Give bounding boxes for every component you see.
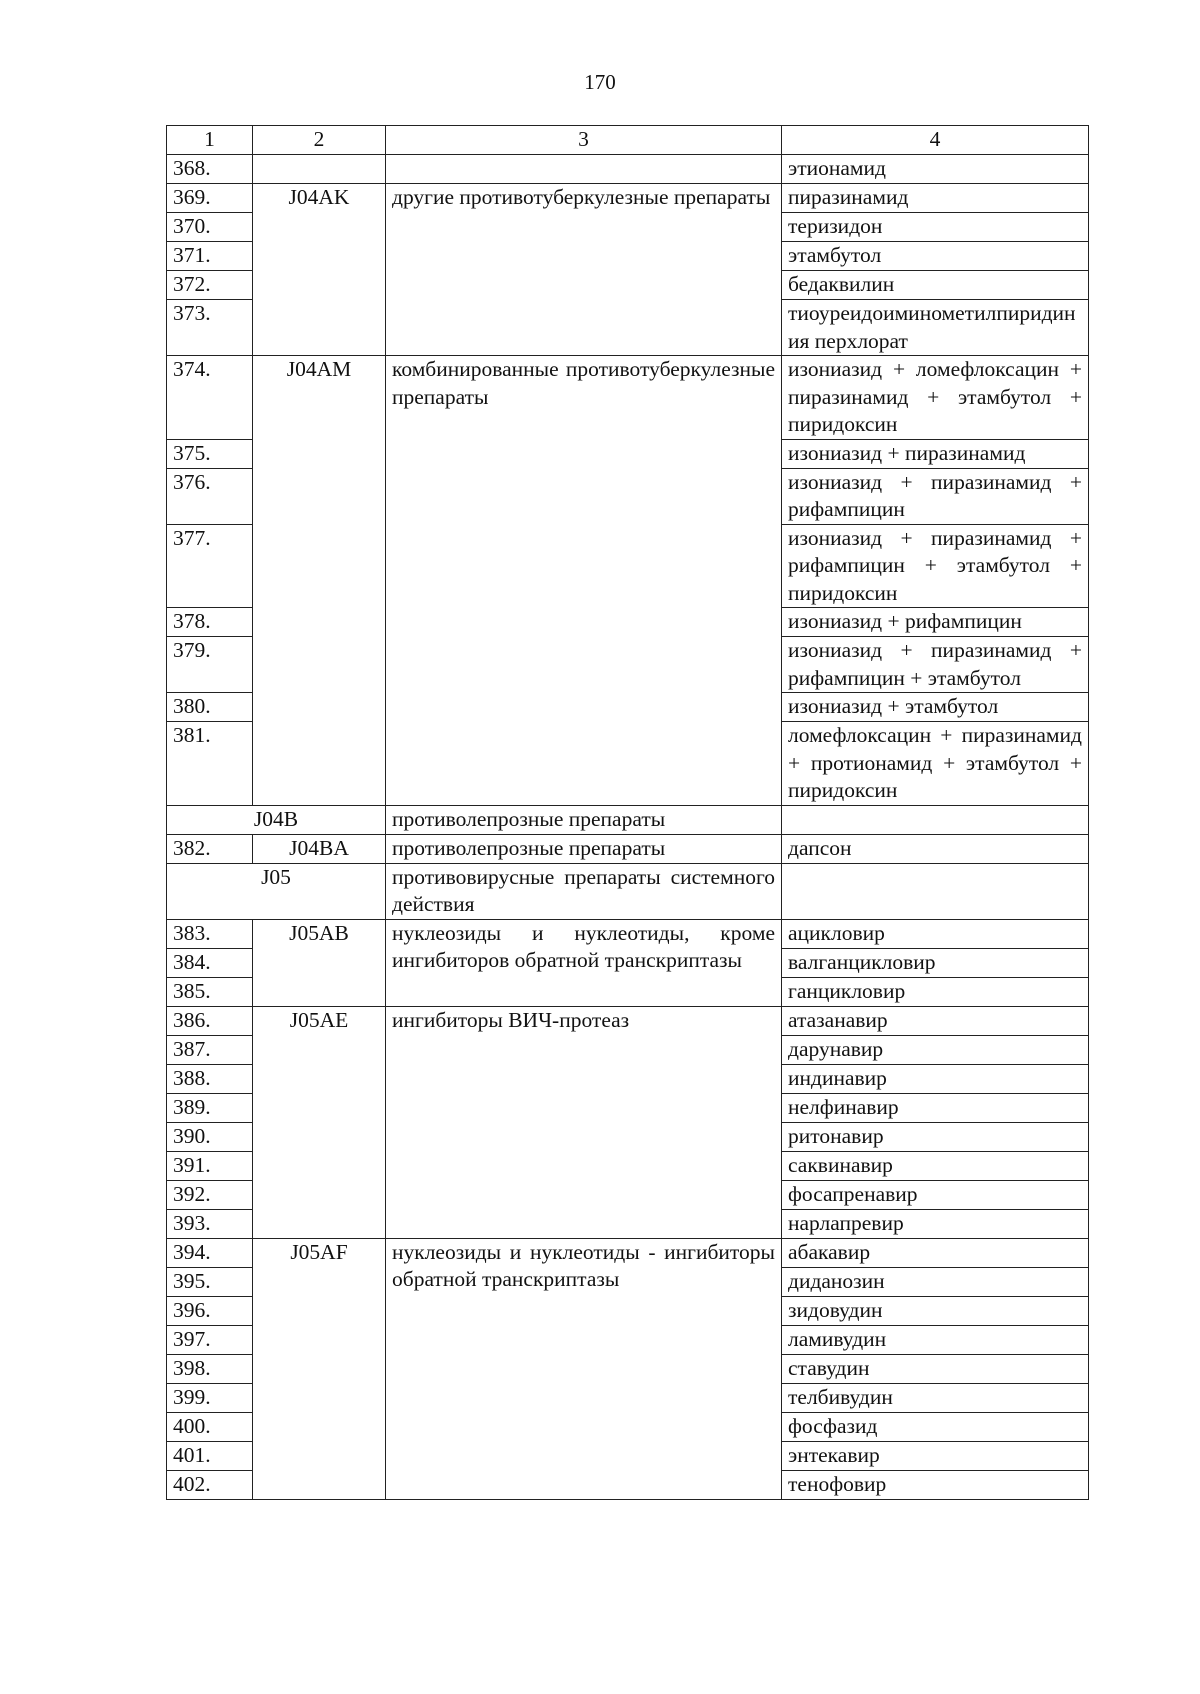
table-row <box>167 1006 1089 1035</box>
table-row <box>167 1238 1089 1267</box>
row-number: 370. <box>167 213 253 242</box>
row-number: 385. <box>167 977 253 1006</box>
atc-code: J05AF <box>253 1238 386 1499</box>
drug-name: дарунавир <box>782 1035 1089 1064</box>
row-number: 371. <box>167 242 253 271</box>
drug-name: саквинавир <box>782 1151 1089 1180</box>
row-number: 374. <box>167 356 253 440</box>
row-number: 379. <box>167 637 253 693</box>
drug-name: бедаквилин <box>782 271 1089 300</box>
row-number: 402. <box>167 1470 253 1499</box>
row-number: 401. <box>167 1441 253 1470</box>
group-header-row <box>167 805 1089 834</box>
atc-code: J04AM <box>253 356 386 806</box>
header-col-4: 4 <box>782 126 1089 155</box>
drug-name-empty <box>782 805 1089 834</box>
row-number: 377. <box>167 524 253 608</box>
atc-code: J05AB <box>253 919 386 1006</box>
row-number: 373. <box>167 300 253 356</box>
page-number: 170 <box>584 70 616 94</box>
table-row <box>167 834 1089 863</box>
atc-code: J04BA <box>253 834 386 863</box>
group-description: противолепрозные препараты <box>386 834 782 863</box>
atc-group-code: J05 <box>167 863 386 919</box>
drug-name: изониазид + пиразинамид + рифампицин + этамбутол <box>782 637 1089 693</box>
drug-name: дапсон <box>782 834 1089 863</box>
header-col-3: 3 <box>386 126 782 155</box>
drug-name: фосапренавир <box>782 1180 1089 1209</box>
drug-name: тиоуреидоиминометилпиридиния перхлорат <box>782 300 1089 356</box>
drug-name: тенофовир <box>782 1470 1089 1499</box>
drug-name: этамбутол <box>782 242 1089 271</box>
drug-name: телбивудин <box>782 1383 1089 1412</box>
drug-name: индинавир <box>782 1064 1089 1093</box>
row-number: 399. <box>167 1383 253 1412</box>
header-row <box>167 126 1089 155</box>
row-number: 376. <box>167 468 253 524</box>
drug-name: фосфазид <box>782 1412 1089 1441</box>
group-description: ингибиторы ВИЧ-протеаз <box>386 1006 782 1238</box>
drug-name: нарлапревир <box>782 1209 1089 1238</box>
drug-name: изониазид + этамбутол <box>782 693 1089 722</box>
table-row <box>167 184 1089 213</box>
drug-name: ацикловир <box>782 919 1089 948</box>
drug-name: ритонавир <box>782 1122 1089 1151</box>
drug-name: изониазид + рифампицин <box>782 608 1089 637</box>
drug-name: изониазид + пиразинамид + рифампицин <box>782 468 1089 524</box>
drug-name: диданозин <box>782 1267 1089 1296</box>
row-number: 368. <box>167 155 253 184</box>
row-number: 378. <box>167 608 253 637</box>
row-number: 383. <box>167 919 253 948</box>
drug-name: нелфинавир <box>782 1093 1089 1122</box>
drug-name: изониазид + пиразинамид <box>782 439 1089 468</box>
row-number: 389. <box>167 1093 253 1122</box>
atc-code: J04AK <box>253 184 386 356</box>
group-description-cell <box>386 155 782 184</box>
row-number: 398. <box>167 1354 253 1383</box>
drug-name: валганцикловир <box>782 948 1089 977</box>
row-number: 372. <box>167 271 253 300</box>
table-row <box>167 919 1089 948</box>
drug-name: пиразинамид <box>782 184 1089 213</box>
drug-classification-table <box>166 125 1089 1500</box>
drug-name-empty <box>782 863 1089 919</box>
drug-name: изониазид + ломефлоксацин + пиразинамид + этамбутол + пиридоксин <box>782 356 1089 440</box>
header-col-1: 1 <box>167 126 253 155</box>
row-number: 384. <box>167 948 253 977</box>
drug-name: ставудин <box>782 1354 1089 1383</box>
group-description: нуклеозиды и нуклеотиды, кроме ингибиторов обратной транскриптазы <box>386 919 782 1006</box>
row-number: 380. <box>167 693 253 722</box>
row-number: 395. <box>167 1267 253 1296</box>
row-number: 400. <box>167 1412 253 1441</box>
row-number: 390. <box>167 1122 253 1151</box>
drug-name: абакавир <box>782 1238 1089 1267</box>
drug-name: энтекавир <box>782 1441 1089 1470</box>
row-number: 375. <box>167 439 253 468</box>
row-number: 393. <box>167 1209 253 1238</box>
drug-name: этионамид <box>782 155 1089 184</box>
row-number: 381. <box>167 722 253 806</box>
drug-name: ломефлоксацин + пиразинамид + протионамид + этамбутол + пиридоксин <box>782 722 1089 806</box>
group-description: противолепрозные препараты <box>386 805 782 834</box>
row-number: 397. <box>167 1325 253 1354</box>
row-number: 394. <box>167 1238 253 1267</box>
header-col-2: 2 <box>253 126 386 155</box>
drug-name: ганцикловир <box>782 977 1089 1006</box>
row-number: 386. <box>167 1006 253 1035</box>
row-number: 369. <box>167 184 253 213</box>
row-number: 388. <box>167 1064 253 1093</box>
group-header-row <box>167 863 1089 919</box>
atc-code: J05AE <box>253 1006 386 1238</box>
group-description: комбинированные противотуберкулезные препараты <box>386 356 782 806</box>
group-description: нуклеозиды и нуклеотиды - ингибиторы обратной транскриптазы <box>386 1238 782 1499</box>
group-description: другие противотуберкулезные препараты <box>386 184 782 356</box>
row-number: 391. <box>167 1151 253 1180</box>
row-number: 382. <box>167 834 253 863</box>
group-description: противовирусные препараты системного действия <box>386 863 782 919</box>
row-number: 396. <box>167 1296 253 1325</box>
row-number: 387. <box>167 1035 253 1064</box>
atc-group-code: J04B <box>167 805 386 834</box>
table-row <box>167 356 1089 440</box>
table-row <box>167 155 1089 184</box>
atc-code-cell <box>253 155 386 184</box>
drug-name: зидовудин <box>782 1296 1089 1325</box>
drug-name: изониазид + пиразинамид + рифампицин + этамбутол + пиридоксин <box>782 524 1089 608</box>
drug-name: теризидон <box>782 213 1089 242</box>
row-number: 392. <box>167 1180 253 1209</box>
drug-name: ламивудин <box>782 1325 1089 1354</box>
drug-name: атазанавир <box>782 1006 1089 1035</box>
